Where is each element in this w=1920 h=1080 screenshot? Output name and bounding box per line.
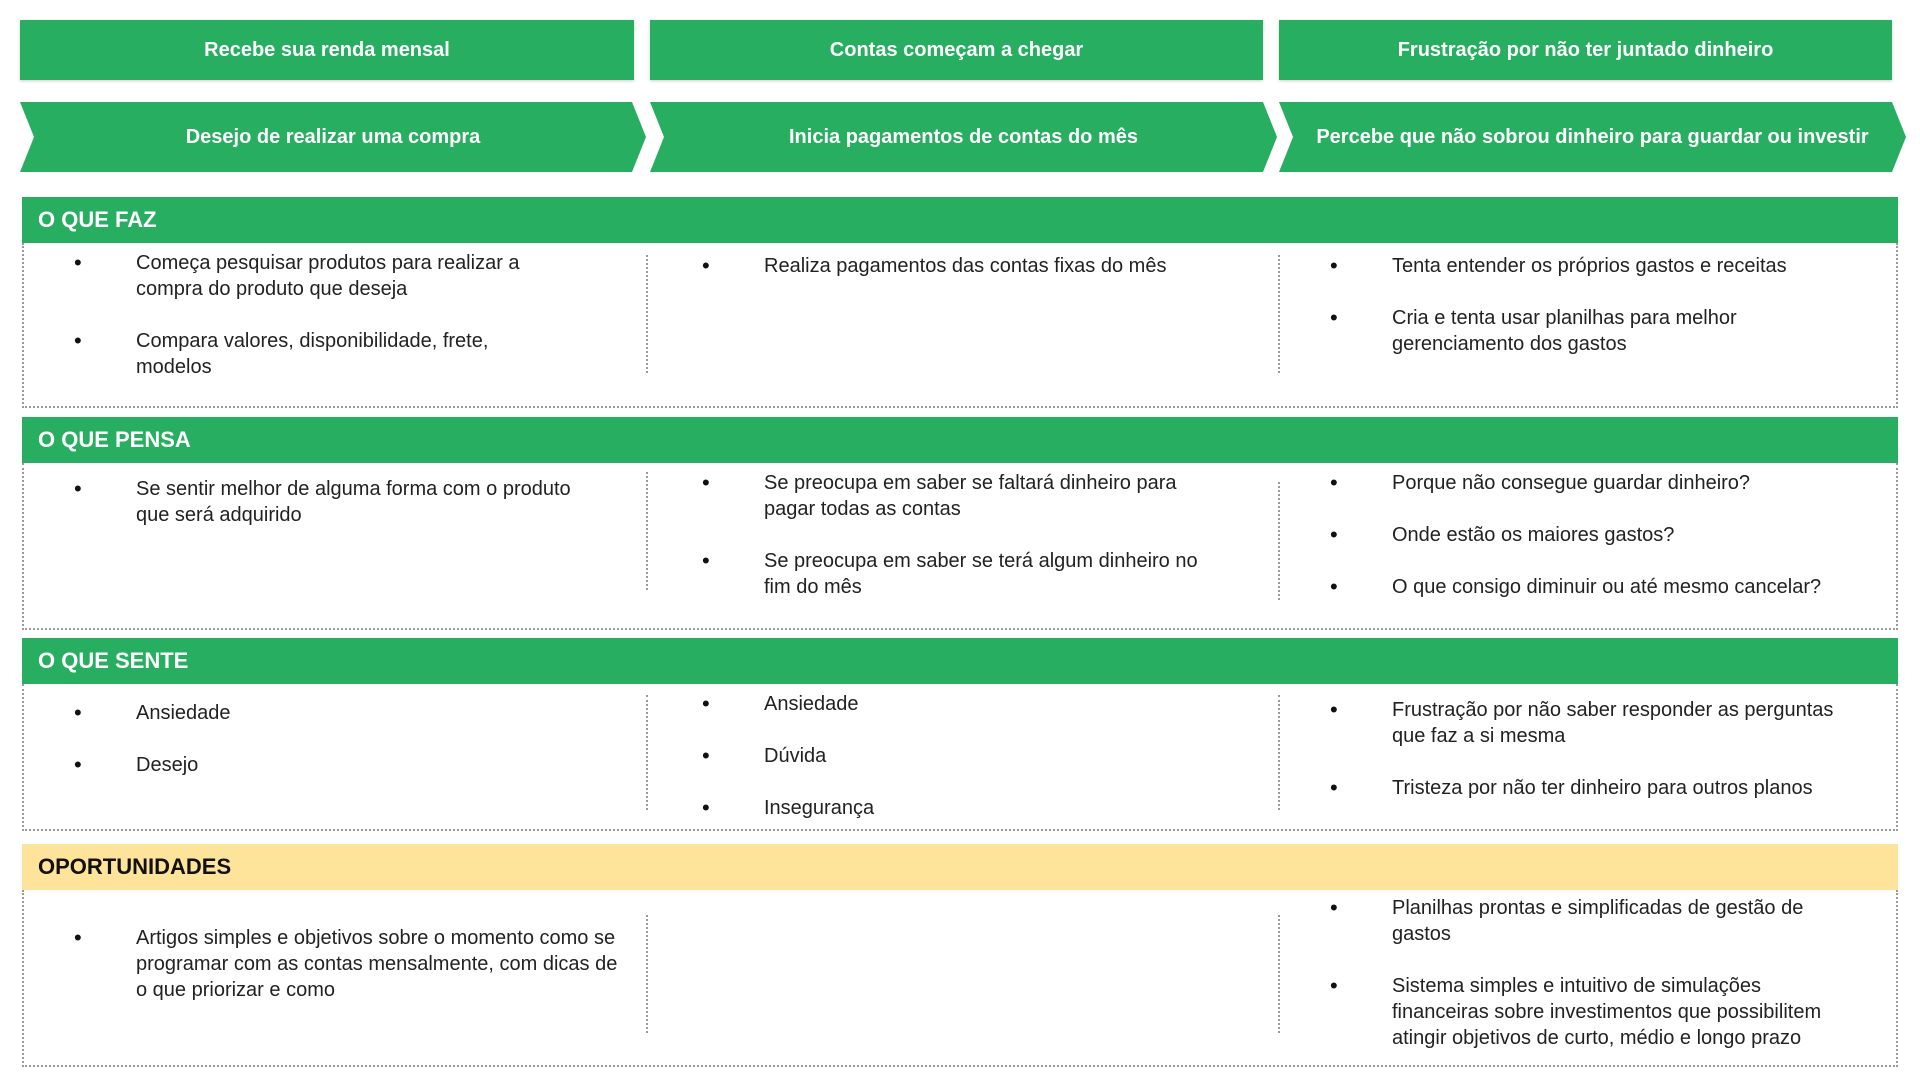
stage-chevron-2 — [650, 102, 1277, 172]
list-sente-col3 — [1322, 697, 1862, 801]
list-pensa-col1 — [66, 476, 606, 528]
stage-chevron-3 — [1279, 102, 1906, 172]
list-item: • Se sentir melhor de alguma forma com o produto que será adquirido — [66, 476, 606, 528]
stage-header-3: Frustração por não ter juntado dinheiro — [1279, 20, 1892, 80]
list-item: • Porque não consegue guardar dinheiro? — [1322, 470, 1862, 496]
stage-chevron-1 — [20, 102, 646, 172]
list-item: • Tristeza por não ter dinheiro para outros planos — [1322, 775, 1862, 801]
list-item: • Se preocupa em saber se terá algum dinheiro no fim do mês — [694, 548, 1214, 600]
list-faz-col3 — [1322, 253, 1862, 357]
list-item: • Frustração por não saber responder as perguntas que faz a si mesma — [1322, 697, 1862, 749]
list-item: • Desejo — [66, 752, 466, 778]
list-item: • O que consigo diminuir ou até mesmo cancelar? — [1322, 574, 1862, 600]
list-sente-col1 — [66, 700, 466, 778]
list-sente-col2 — [694, 691, 1094, 821]
list-item: • Cria e tenta usar planilhas para melhor gerenciamento dos gastos — [1322, 305, 1862, 357]
list-faz-col1 — [66, 250, 566, 380]
stage-header-2: Contas começam a chegar — [650, 20, 1263, 80]
list-faz-col2 — [694, 253, 1214, 279]
list-pensa-col3 — [1322, 470, 1862, 600]
list-item: • Tenta entender os próprios gastos e receitas — [1322, 253, 1862, 279]
stage-chevron-label: Percebe que não sobrou dinheiro para guardar ou investir — [1316, 125, 1869, 148]
list-oportunidades-col1 — [66, 925, 626, 1003]
list-item: • Onde estão os maiores gastos? — [1322, 522, 1862, 548]
column-divider — [646, 255, 648, 373]
column-divider — [1278, 255, 1280, 373]
column-divider — [646, 915, 648, 1033]
list-item: • Planilhas prontas e simplificadas de gestão de gastos — [1322, 895, 1862, 947]
section-header-oportunidades: OPORTUNIDADES — [22, 844, 1898, 890]
list-oportunidades-col3 — [1322, 895, 1862, 1051]
column-divider — [1278, 695, 1280, 810]
list-item: • Compara valores, disponibilidade, frete, modelos — [66, 328, 566, 380]
list-item: • Artigos simples e objetivos sobre o momento como se programar com as contas mensalmente, com dicas de o que priorizar e como — [66, 925, 626, 1003]
list-item: • Ansiedade — [694, 691, 1094, 717]
section-header-sente: O QUE SENTE — [22, 638, 1898, 684]
list-item: • Insegurança — [694, 795, 1094, 821]
list-item: • Ansiedade — [66, 700, 466, 726]
list-item: • Começa pesquisar produtos para realizar a compra do produto que deseja — [66, 250, 566, 302]
list-item: • Sistema simples e intuitivo de simulações financeiras sobre investimentos que possibilitem atingir objetivos de curto, médio e longo prazo — [1322, 973, 1862, 1051]
column-divider — [646, 695, 648, 810]
list-item: • Dúvida — [694, 743, 1094, 769]
section-header-faz: O QUE FAZ — [22, 197, 1898, 243]
section-header-pensa: O QUE PENSA — [22, 417, 1898, 463]
stage-chevron-label: Desejo de realizar uma compra — [185, 125, 481, 148]
column-divider — [646, 472, 648, 590]
column-divider — [1278, 482, 1280, 600]
list-item: • Realiza pagamentos das contas fixas do mês — [694, 253, 1214, 279]
list-pensa-col2 — [694, 470, 1214, 600]
column-divider — [1278, 915, 1280, 1033]
stage-header-1: Recebe sua renda mensal — [20, 20, 634, 80]
list-item: • Se preocupa em saber se faltará dinheiro para pagar todas as contas — [694, 470, 1214, 522]
stage-chevron-label: Inicia pagamentos de contas do mês — [789, 125, 1138, 148]
